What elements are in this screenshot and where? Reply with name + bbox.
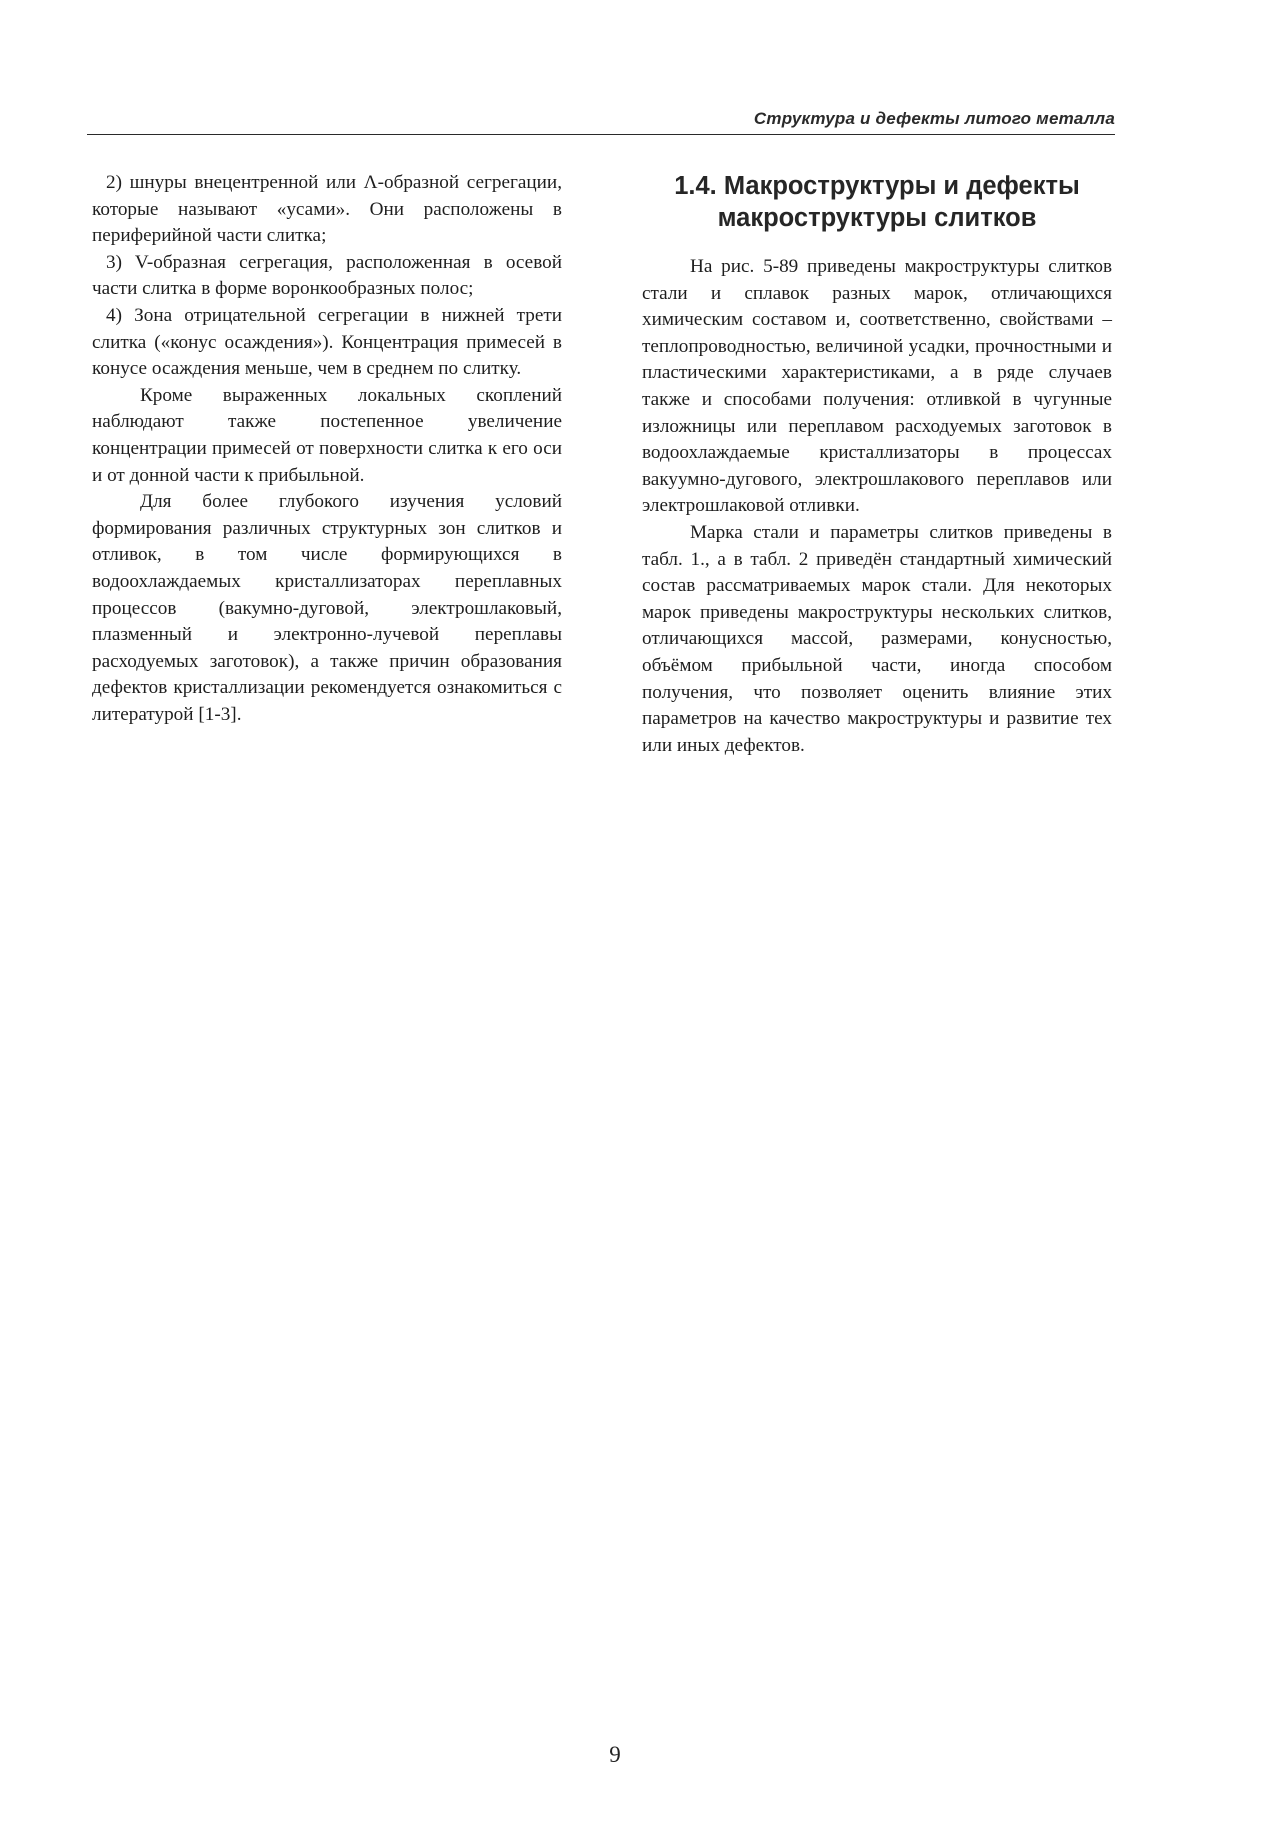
running-header <box>87 108 1115 135</box>
list-item-2: 2) шнуры внецентренной или Λ-образной сегрегации, которые называют «усами». Они расположены в периферийной части слитка; <box>92 172 562 247</box>
running-title: Структура и дефекты литого металла <box>753 109 1115 128</box>
list-item-4: 4) Зона отрицательной сегрегации в нижней трети слитка («конус осаждения»). Концентрация примесей в конусе осаждения меньше, чем в среднем по слитку. <box>92 304 562 380</box>
left-column <box>92 170 562 728</box>
list-item-3: 3) V-образная сегрегация, расположенная в осевой части слитка в форме воронкообразных полос; <box>92 251 562 300</box>
section-title: 1.4. Макроструктуры и дефекты макроструктуры слитков <box>674 172 1080 232</box>
paragraph-macrostructures: На рис. 5-89 приведены макроструктуры слитков стали и сплавок разных марок, отличающихся химическим составом и, соответственно, свойствами – теплопроводностью, величиной усадки, прочностными и пластическими характеристиками, а в ряде случаев также и способами получения: отливкой в чугунные изложницы или переплавом расходуемых заготовок в водоохлаждаемые кристаллизаторы в процессах вакуумно-дугового, электрошлакового переплавов или электрошлаковой отливки. <box>642 256 1112 517</box>
paragraph-literature: Для более глубокого изучения условий формирования различных структурных зон слитков и отливок, в том числе формирующихся в водоохлаждаемых кристаллизаторах переплавных процессов (вакумно-дуговой, электрошлаковый, плазменный и электронно-лучевой переплавы расходуемых заготовок), а также причин образования дефектов кристаллизации рекомендуется ознакомиться с литературой [1-3]. <box>92 491 562 725</box>
paragraph-steel-grades: Марка стали и параметры слитков приведены в табл. 1., а в табл. 2 приведён стандартный химический состав рассматриваемых марок стали. Для некоторых марок приведены макроструктуры нескольких слитков, отличающихся массой, размерами, конусностью, объёмом прибыльной части, иногда способом получения, что позволяет оценить влияние этих параметров на качество макроструктуры и развитие тех или иных дефектов. <box>642 521 1112 756</box>
page-number: 9 <box>609 1742 621 1767</box>
paragraph-concentration: Кроме выраженных локальных скоплений наблюдают также постепенное увеличение концентрации примесей от поверхности слитка к его оси и от донной части к прибыльной. <box>92 384 562 486</box>
right-column <box>642 170 1112 759</box>
